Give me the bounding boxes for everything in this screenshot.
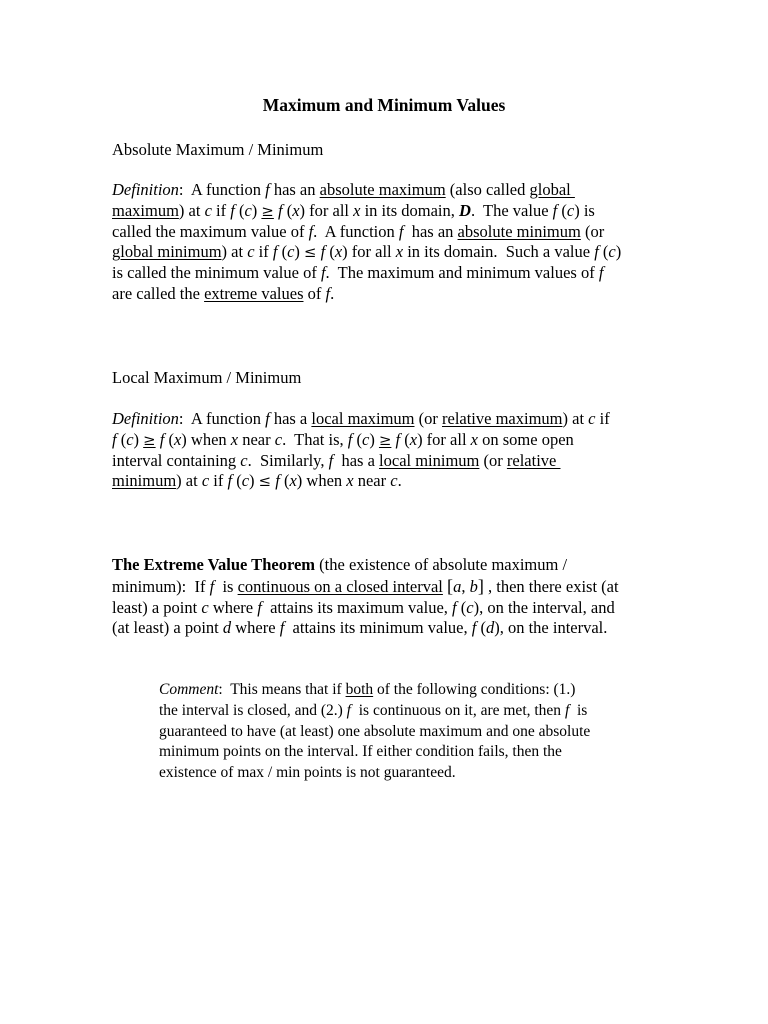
local-line-1: Definition: A function f has a local maximum (or relative maximum) at c if [112,409,610,428]
extreme-value-theorem [112,555,660,639]
absolute-line-3: called the maximum value of f. A function f has an absolute minimum (or [112,221,605,241]
theorem-line-4: (at least) a point d where f attains its minimum value, f (d), on the interval. [112,618,608,638]
local-line-2: f (c) ≥ f (x) when x near c. That is, f (c) ≥ f (x) for all x on some open [112,429,574,449]
comment-block [159,680,659,784]
absolute-heading: Absolute Maximum / Minimum [112,140,324,159]
absolute-line-2: maximum) at c if f (c) ≥ f (x) for all x in its domain, D. The value f (c) is [112,200,595,220]
page-title: Maximum and Minimum Values [262,95,506,115]
comment-line-3: guaranteed to have (at least) one absolute maximum and one absolute [159,722,591,740]
comment-label: Comment [159,681,219,698]
theorem-line-1: The Extreme Value Theorem (the existence of absolute maximum / [112,555,568,574]
absolute-line-6: are called the extreme values of f. [112,283,335,303]
definition-label: Definition [112,409,179,428]
local-line-4: minimum) at c if f (c) ≤ f (x) when x near c. [112,471,402,491]
theorem-name: The Extreme Value Theorem [112,555,316,574]
definition-label: Definition [112,180,179,199]
comment-line-4: minimum points on the interval. If either condition fails, then the [159,743,562,761]
comment-line-1: Comment: This means that if both of the following conditions: (1.) [159,681,576,698]
local-definition [112,409,660,492]
comment-line-5: existence of max / min points is not guaranteed. [159,764,456,782]
absolute-definition [112,180,660,305]
absolute-line-4: global minimum) at c if f (c) ≤ f (x) for all x in its domain. Such a value f (c) [112,242,622,262]
local-heading: Local Maximum / Minimum [112,368,302,387]
local-line-3: interval containing c. Similarly, f has a local minimum (or relative [112,450,561,470]
theorem-line-2: minimum): If f is continuous on a closed interval [a, b] , then there exist (at [112,575,619,596]
absolute-line-5: is called the minimum value of f. The maximum and minimum values of f [112,263,604,283]
absolute-line-1: Definition: A function f has an absolute maximum (also called global [112,180,575,199]
theorem-line-3: least) a point c where f attains its maximum value, f (c), on the interval, and [112,597,615,617]
comment-line-2: the interval is closed, and (2.) f is continuous on it, are met, then f is [159,701,588,719]
